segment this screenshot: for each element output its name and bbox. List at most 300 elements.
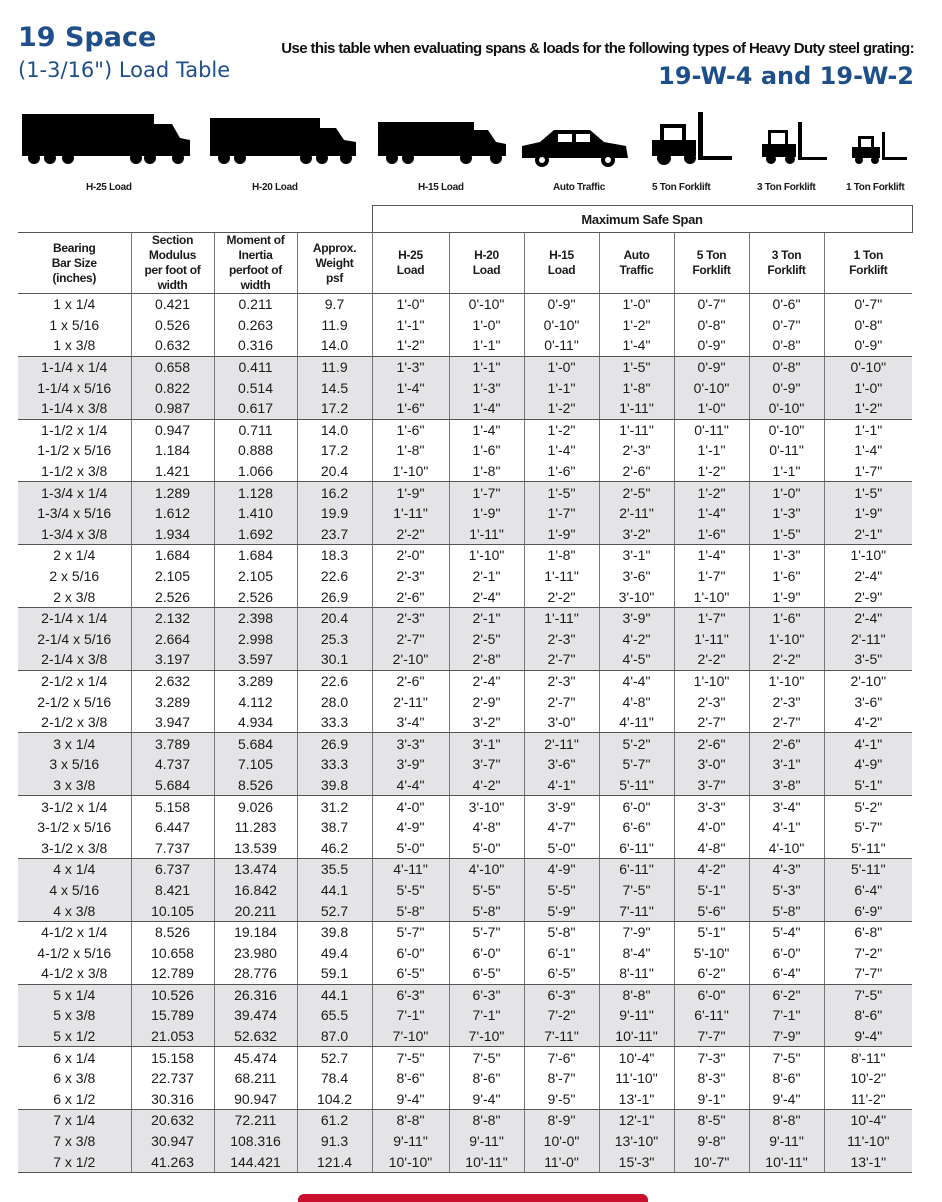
cell-h25-load: 1'-8"	[372, 440, 449, 461]
cell-auto-traffic: 3'-9"	[599, 607, 674, 628]
cell-auto-traffic: 12'-1"	[599, 1110, 674, 1131]
cell-5ton-forklift: 7'-3"	[674, 1047, 749, 1068]
cell-h15-load: 4'-7"	[524, 817, 599, 838]
cell-h20-load: 2'-5"	[449, 629, 524, 650]
cell-h15-load: 0'-11"	[524, 335, 599, 356]
table-row	[18, 775, 912, 796]
cell-1ton-forklift: 4'-9"	[824, 754, 912, 775]
cell-h20-load: 7'-1"	[449, 1005, 524, 1026]
cell-5ton-forklift: 6'-11"	[674, 1005, 749, 1026]
cell-h25-load: 4'-9"	[372, 817, 449, 838]
table-row	[18, 629, 912, 650]
cell-auto-traffic: 6'-6"	[599, 817, 674, 838]
cell-1ton-forklift: 1'-4"	[824, 440, 912, 461]
cell-3ton-forklift: 0'-8"	[749, 356, 824, 377]
cell-1ton-forklift: 13'-1"	[824, 1151, 912, 1172]
cell-h25-load: 8'-8"	[372, 1110, 449, 1131]
col-header-line: psf	[325, 270, 344, 285]
cell-h15-load: 1'-5"	[524, 482, 599, 503]
cell-h15-load: 3'-6"	[524, 754, 599, 775]
table-row	[18, 880, 912, 901]
cell-approx-weight: 17.2	[297, 440, 372, 461]
col-header-line: Moment of Inertia	[226, 233, 285, 262]
cell-3ton-forklift: 6'-0"	[749, 942, 824, 963]
cell-h15-load: 1'-2"	[524, 398, 599, 419]
col-header-line: Traffic	[619, 263, 654, 277]
cell-1ton-forklift: 3'-5"	[824, 649, 912, 670]
cell-bearing-bar-size: 2-1/4 x 3/8	[18, 649, 131, 670]
cell-bearing-bar-size: 2-1/2 x 1/4	[41, 672, 108, 689]
cell-h15-load: 2'-11"	[524, 733, 599, 754]
cell-h20-load: 1'-1"	[449, 356, 524, 377]
cell-5ton-forklift: 4'-0"	[674, 817, 749, 838]
cell-section-modulus: 15.789	[131, 1005, 214, 1026]
cell-3ton-forklift: 1'-9"	[749, 586, 824, 607]
forklift-3ton-icon	[762, 122, 827, 164]
cell-h15-load: 4'-9"	[524, 859, 599, 880]
cell-5ton-forklift: 7'-7"	[674, 1026, 749, 1047]
col-header-line: H-15	[549, 248, 574, 262]
cell-moment-of-inertia: 0.316	[214, 335, 297, 356]
cell-auto-traffic: 8'-8"	[599, 984, 674, 1005]
table-row	[18, 607, 912, 628]
cell-section-modulus: 0.526	[131, 315, 214, 336]
cell-approx-weight: 28.0	[297, 691, 372, 712]
cell-bearing-bar-size: 1-1/4 x 1/4	[18, 356, 131, 377]
cell-section-modulus: 1.934	[131, 524, 214, 545]
cell-bearing-bar-size: 6 x 1/4	[53, 1049, 96, 1066]
cell-auto-traffic: 5'-11"	[599, 775, 674, 796]
cell-moment-of-inertia: 4.112	[214, 691, 297, 712]
table-row	[18, 900, 912, 921]
cell-3ton-forklift: 7'-1"	[749, 1005, 824, 1026]
cell-auto-traffic: 3'-6"	[599, 566, 674, 587]
table-row	[18, 1047, 912, 1068]
cell-h25-load: 1'-2"	[372, 335, 449, 356]
cell-moment-of-inertia: 45.474	[214, 1047, 297, 1068]
cell-approx-weight: 35.5	[297, 859, 372, 880]
cell-bearing-bar-size: 2-1/4 x 5/16	[18, 629, 131, 650]
cell-3ton-forklift: 6'-4"	[749, 963, 824, 984]
col-header-line: Load	[547, 263, 576, 277]
table-row	[18, 545, 912, 566]
cell-moment-of-inertia: 1.066	[214, 461, 297, 482]
col-header-h20-load	[449, 233, 524, 294]
cell-1ton-forklift: 11'-2"	[824, 1089, 912, 1110]
cell-h20-load: 6'-5"	[449, 963, 524, 984]
col-header-5ton-forklift	[674, 233, 749, 294]
cell-h25-load: 1'-0"	[372, 294, 449, 315]
cell-5ton-forklift: 3'-3"	[674, 796, 749, 817]
cell-3ton-forklift: 4'-1"	[749, 817, 824, 838]
cell-h25-load: 9'-4"	[372, 1089, 449, 1110]
cell-5ton-forklift: 1'-11"	[674, 629, 749, 650]
cell-5ton-forklift: 4'-8"	[674, 837, 749, 858]
cell-1ton-forklift: 0'-9"	[824, 335, 912, 356]
table-row	[18, 524, 912, 545]
cell-h20-load: 4'-10"	[449, 859, 524, 880]
cell-approx-weight: 61.2	[297, 1110, 372, 1131]
cell-h20-load: 4'-8"	[449, 817, 524, 838]
table-row	[18, 586, 912, 607]
cell-auto-traffic: 1'-0"	[599, 294, 674, 315]
table-row	[18, 649, 912, 670]
cell-auto-traffic: 11'-10"	[599, 1068, 674, 1089]
cell-5ton-forklift: 5'-1"	[674, 880, 749, 901]
vehicle-label-h15: H-15 Load	[418, 182, 464, 193]
cell-bearing-bar-size: 2-1/2 x 5/16	[37, 693, 112, 710]
cell-5ton-forklift: 0'-7"	[674, 294, 749, 315]
cell-h15-load: 1'-2"	[524, 419, 599, 440]
cell-moment-of-inertia: 11.283	[214, 817, 297, 838]
cell-approx-weight: 18.3	[297, 545, 372, 566]
cell-section-modulus: 0.987	[131, 398, 214, 419]
cell-3ton-forklift: 1'-0"	[749, 482, 824, 503]
cell-h25-load: 1'-9"	[372, 482, 449, 503]
cell-auto-traffic: 2'-11"	[599, 503, 674, 524]
cell-3ton-forklift: 2'-2"	[749, 649, 824, 670]
cell-h25-load: 2'-10"	[372, 649, 449, 670]
footer-accent-bar	[298, 1194, 648, 1202]
cell-section-modulus: 0.421	[131, 294, 214, 315]
cell-h25-load: 7'-5"	[372, 1047, 449, 1068]
cell-1ton-forklift: 1'-7"	[824, 461, 912, 482]
cell-h15-load: 5'-8"	[524, 921, 599, 942]
cell-3ton-forklift: 6'-2"	[749, 984, 824, 1005]
cell-1ton-forklift: 6'-9"	[824, 900, 912, 921]
cell-3ton-forklift: 0'-10"	[749, 419, 824, 440]
cell-5ton-forklift: 3'-7"	[674, 775, 749, 796]
cell-approx-weight: 16.2	[297, 482, 372, 503]
cell-approx-weight: 87.0	[297, 1026, 372, 1047]
cell-1ton-forklift: 2'-11"	[824, 629, 912, 650]
cell-auto-traffic: 1'-11"	[599, 419, 674, 440]
cell-1ton-forklift: 2'-9"	[824, 586, 912, 607]
cell-approx-weight: 14.0	[297, 335, 372, 356]
cell-section-modulus: 12.789	[131, 963, 214, 984]
cell-bearing-bar-size: 1-1/4 x 5/16	[18, 377, 131, 398]
cell-approx-weight: 20.4	[297, 607, 372, 628]
cell-3ton-forklift: 4'-3"	[749, 859, 824, 880]
cell-h15-load: 7'-6"	[524, 1047, 599, 1068]
cell-h25-load: 1'-1"	[372, 315, 449, 336]
cell-h15-load: 6'-1"	[524, 942, 599, 963]
cell-1ton-forklift: 5'-11"	[824, 859, 912, 880]
cell-bearing-bar-size: 1 x 1/4	[53, 296, 96, 313]
cell-h20-load: 2'-1"	[449, 607, 524, 628]
col-header-3ton-forklift	[749, 233, 824, 294]
col-header-line: Approx.	[312, 240, 357, 255]
cell-moment-of-inertia: 7.105	[214, 754, 297, 775]
cell-bearing-bar-size: 1-3/4 x 5/16	[18, 503, 131, 524]
cell-section-modulus: 2.526	[131, 586, 214, 607]
cell-3ton-forklift: 4'-10"	[749, 837, 824, 858]
cell-3ton-forklift: 2'-3"	[749, 691, 824, 712]
cell-section-modulus: 1.289	[131, 482, 214, 503]
cell-approx-weight: 46.2	[297, 837, 372, 858]
cell-auto-traffic: 15'-3"	[599, 1151, 674, 1172]
cell-3ton-forklift: 0'-8"	[749, 335, 824, 356]
cell-1ton-forklift: 7'-5"	[824, 984, 912, 1005]
cell-auto-traffic: 3'-2"	[599, 524, 674, 545]
cell-moment-of-inertia: 90.947	[214, 1089, 297, 1110]
table-row	[18, 942, 912, 963]
cell-5ton-forklift: 6'-2"	[674, 963, 749, 984]
cell-moment-of-inertia: 2.398	[214, 607, 297, 628]
cell-section-modulus: 2.632	[131, 670, 214, 691]
cell-h20-load: 3'-2"	[449, 712, 524, 733]
cell-5ton-forklift: 1'-7"	[674, 566, 749, 587]
cell-1ton-forklift: 10'-4"	[824, 1110, 912, 1131]
cell-h20-load: 2'-1"	[449, 566, 524, 587]
cell-h25-load: 5'-7"	[372, 921, 449, 942]
cell-5ton-forklift: 1'-0"	[674, 398, 749, 419]
cell-h25-load: 7'-10"	[372, 1026, 449, 1047]
cell-h15-load: 2'-3"	[524, 670, 599, 691]
cell-moment-of-inertia: 23.980	[214, 942, 297, 963]
cell-3ton-forklift: 1'-1"	[749, 461, 824, 482]
cell-auto-traffic: 1'-11"	[599, 398, 674, 419]
cell-bearing-bar-size: 2-1/4 x 1/4	[18, 607, 131, 628]
cell-h15-load: 1'-1"	[524, 377, 599, 398]
cell-h15-load: 7'-2"	[524, 1005, 599, 1026]
cell-auto-traffic: 7'-5"	[599, 880, 674, 901]
cell-h25-load: 3'-9"	[372, 754, 449, 775]
col-header-line: Bearing	[52, 240, 96, 255]
col-header-line: width	[157, 278, 188, 292]
cell-section-modulus: 10.526	[131, 984, 214, 1005]
cell-5ton-forklift: 1'-2"	[674, 461, 749, 482]
cell-3ton-forklift: 1'-6"	[749, 607, 824, 628]
cell-auto-traffic: 13'-1"	[599, 1089, 674, 1110]
cell-approx-weight: 22.6	[297, 670, 372, 691]
cell-3ton-forklift: 1'-10"	[749, 629, 824, 650]
cell-h20-load: 7'-10"	[449, 1026, 524, 1047]
cell-5ton-forklift: 0'-8"	[674, 315, 749, 336]
cell-3ton-forklift: 8'-6"	[749, 1068, 824, 1089]
table-row	[18, 1026, 912, 1047]
table-row	[18, 377, 912, 398]
h20-truck-icon	[210, 118, 356, 164]
cell-h20-load: 2'-4"	[449, 586, 524, 607]
cell-h15-load: 2'-2"	[524, 586, 599, 607]
cell-h25-load: 2'-6"	[372, 586, 449, 607]
col-header-line: Load	[472, 263, 501, 277]
cell-moment-of-inertia: 0.888	[214, 440, 297, 461]
table-row	[18, 356, 912, 377]
cell-h25-load: 6'-5"	[372, 963, 449, 984]
cell-moment-of-inertia: 5.684	[214, 733, 297, 754]
cell-auto-traffic: 6'-11"	[599, 859, 674, 880]
cell-bearing-bar-size: 3-1/2 x 1/4	[41, 798, 108, 815]
table-row	[18, 733, 912, 754]
cell-h20-load: 3'-7"	[449, 754, 524, 775]
cell-bearing-bar-size: 5 x 1/2	[18, 1026, 131, 1047]
cell-section-modulus: 1.184	[131, 440, 214, 461]
cell-1ton-forklift: 11'-10"	[824, 1131, 912, 1152]
table-row	[18, 1005, 912, 1026]
cell-moment-of-inertia: 52.632	[214, 1026, 297, 1047]
cell-moment-of-inertia: 9.026	[214, 796, 297, 817]
cell-moment-of-inertia: 13.474	[214, 859, 297, 880]
cell-h25-load: 3'-4"	[372, 712, 449, 733]
table-row	[18, 461, 912, 482]
cell-auto-traffic: 5'-2"	[599, 733, 674, 754]
cell-bearing-bar-size: 1-3/4 x 3/8	[18, 524, 131, 545]
cell-section-modulus: 4.737	[131, 754, 214, 775]
cell-bearing-bar-size: 1-1/2 x 5/16	[37, 442, 112, 459]
cell-approx-weight: 19.9	[297, 503, 372, 524]
cell-5ton-forklift: 0'-9"	[674, 335, 749, 356]
cell-h20-load: 4'-2"	[449, 775, 524, 796]
cell-moment-of-inertia: 1.692	[214, 524, 297, 545]
cell-h20-load: 8'-6"	[449, 1068, 524, 1089]
cell-1ton-forklift: 4'-2"	[824, 712, 912, 733]
cell-approx-weight: 52.7	[297, 900, 372, 921]
cell-moment-of-inertia: 0.411	[214, 356, 297, 377]
cell-section-modulus: 8.421	[131, 880, 214, 901]
cell-1ton-forklift: 5'-2"	[824, 796, 912, 817]
cell-auto-traffic: 5'-7"	[599, 754, 674, 775]
cell-1ton-forklift: 8'-11"	[824, 1047, 912, 1068]
cell-section-modulus: 3.947	[131, 712, 214, 733]
cell-auto-traffic: 4'-4"	[599, 670, 674, 691]
cell-3ton-forklift: 3'-4"	[749, 796, 824, 817]
cell-approx-weight: 33.3	[297, 712, 372, 733]
cell-h25-load: 8'-6"	[372, 1068, 449, 1089]
cell-1ton-forklift: 1'-2"	[824, 398, 912, 419]
table-row	[18, 1089, 912, 1110]
cell-h15-load: 8'-9"	[524, 1110, 599, 1131]
cell-section-modulus: 0.658	[131, 356, 214, 377]
cell-section-modulus: 0.632	[131, 335, 214, 356]
table-row	[18, 315, 912, 336]
cell-bearing-bar-size: 1 x 3/8	[18, 335, 131, 356]
cell-3ton-forklift: 10'-11"	[749, 1151, 824, 1172]
cell-auto-traffic: 6'-0"	[599, 796, 674, 817]
cell-bearing-bar-size: 2-1/2 x 3/8	[18, 712, 131, 733]
cell-3ton-forklift: 0'-9"	[749, 377, 824, 398]
cell-bearing-bar-size: 4-1/2 x 3/8	[18, 963, 131, 984]
cell-approx-weight: 38.7	[297, 817, 372, 838]
cell-section-modulus: 15.158	[131, 1047, 214, 1068]
cell-moment-of-inertia: 28.776	[214, 963, 297, 984]
cell-auto-traffic: 1'-2"	[599, 315, 674, 336]
cell-section-modulus: 30.947	[131, 1131, 214, 1152]
vehicle-label-h25: H-25 Load	[86, 182, 132, 193]
cell-h15-load: 1'-11"	[524, 566, 599, 587]
cell-3ton-forklift: 2'-6"	[749, 733, 824, 754]
cell-section-modulus: 6.737	[131, 859, 214, 880]
cell-3ton-forklift: 8'-8"	[749, 1110, 824, 1131]
table-row	[18, 817, 912, 838]
cell-h15-load: 1'-6"	[524, 461, 599, 482]
cell-approx-weight: 30.1	[297, 649, 372, 670]
cell-3ton-forklift: 1'-5"	[749, 524, 824, 545]
cell-section-modulus: 7.737	[131, 837, 214, 858]
cell-bearing-bar-size: 7 x 3/8	[18, 1131, 131, 1152]
cell-bearing-bar-size: 4-1/2 x 1/4	[41, 924, 108, 941]
cell-h25-load: 4'-11"	[372, 859, 449, 880]
cell-approx-weight: 25.3	[297, 629, 372, 650]
cell-3ton-forklift: 3'-1"	[749, 754, 824, 775]
cell-h15-load: 0'-9"	[524, 294, 599, 315]
col-header-1ton-forklift	[824, 233, 912, 294]
cell-5ton-forklift: 9'-1"	[674, 1089, 749, 1110]
cell-moment-of-inertia: 2.105	[214, 566, 297, 587]
vehicle-label-auto: Auto Traffic	[553, 182, 605, 193]
cell-h25-load: 2'-11"	[372, 691, 449, 712]
cell-auto-traffic: 3'-10"	[599, 586, 674, 607]
cell-approx-weight: 104.2	[297, 1089, 372, 1110]
cell-auto-traffic: 4'-8"	[599, 691, 674, 712]
cell-h25-load: 1'-6"	[372, 419, 449, 440]
cell-approx-weight: 20.4	[297, 461, 372, 482]
cell-h25-load: 2'-3"	[372, 566, 449, 587]
cell-5ton-forklift: 5'-6"	[674, 900, 749, 921]
cell-h20-load: 1'-11"	[449, 524, 524, 545]
cell-h25-load: 2'-7"	[372, 629, 449, 650]
cell-h15-load: 11'-0"	[524, 1151, 599, 1172]
cell-approx-weight: 44.1	[297, 984, 372, 1005]
cell-h20-load: 7'-5"	[449, 1047, 524, 1068]
cell-h20-load: 1'-4"	[449, 398, 524, 419]
cell-h25-load: 6'-3"	[372, 984, 449, 1005]
cell-bearing-bar-size: 3 x 3/8	[18, 775, 131, 796]
cell-h20-load: 3'-10"	[449, 796, 524, 817]
cell-h25-load: 10'-10"	[372, 1151, 449, 1172]
cell-h20-load: 5'-7"	[449, 921, 524, 942]
cell-auto-traffic: 2'-5"	[599, 482, 674, 503]
cell-h15-load: 1'-4"	[524, 440, 599, 461]
cell-5ton-forklift: 0'-9"	[674, 356, 749, 377]
cell-section-modulus: 2.105	[131, 566, 214, 587]
cell-section-modulus: 20.632	[131, 1110, 214, 1131]
cell-h20-load: 1'-0"	[449, 315, 524, 336]
cell-5ton-forklift: 10'-7"	[674, 1151, 749, 1172]
table-row	[18, 335, 912, 356]
cell-h15-load: 6'-3"	[524, 984, 599, 1005]
cell-moment-of-inertia: 2.526	[214, 586, 297, 607]
car-icon	[522, 130, 628, 167]
cell-3ton-forklift: 9'-4"	[749, 1089, 824, 1110]
cell-h20-load: 1'-8"	[449, 461, 524, 482]
cell-h25-load: 9'-11"	[372, 1131, 449, 1152]
cell-moment-of-inertia: 1.128	[214, 482, 297, 503]
cell-bearing-bar-size: 6 x 3/8	[53, 1070, 96, 1087]
cell-h25-load: 3'-3"	[372, 733, 449, 754]
cell-section-modulus: 0.822	[131, 377, 214, 398]
cell-section-modulus: 22.737	[131, 1068, 214, 1089]
cell-5ton-forklift: 8'-5"	[674, 1110, 749, 1131]
cell-h20-load: 1'-4"	[449, 419, 524, 440]
cell-h20-load: 1'-6"	[449, 440, 524, 461]
cell-auto-traffic: 4'-2"	[599, 629, 674, 650]
cell-3ton-forklift: 0'-6"	[749, 294, 824, 315]
cell-bearing-bar-size: 1-1/2 x 1/4	[41, 421, 108, 438]
max-safe-span-header: Maximum Safe Span	[372, 206, 912, 233]
cell-h20-load: 1'-7"	[449, 482, 524, 503]
cell-5ton-forklift: 6'-0"	[674, 984, 749, 1005]
col-header-line: H-25	[398, 248, 423, 262]
cell-3ton-forklift: 7'-5"	[749, 1047, 824, 1068]
table-body	[18, 294, 912, 1173]
cell-h15-load: 9'-5"	[524, 1089, 599, 1110]
cell-h15-load: 1'-8"	[524, 545, 599, 566]
cell-h15-load: 0'-10"	[524, 315, 599, 336]
col-header-h15-load	[524, 233, 599, 294]
cell-1ton-forklift: 4'-1"	[824, 733, 912, 754]
